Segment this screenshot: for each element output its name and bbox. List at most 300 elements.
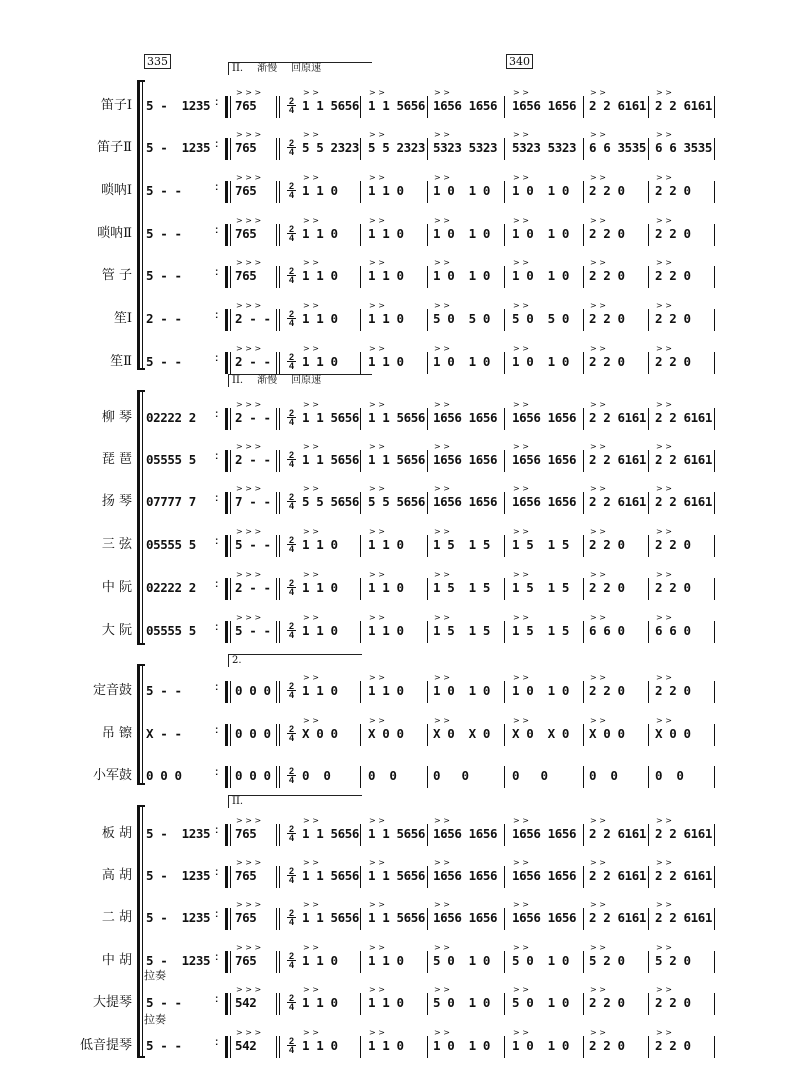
time-signature (287, 825, 296, 842)
time-signature (287, 409, 296, 426)
accent-mark: > > (590, 88, 606, 97)
accent-mark: > > (303, 900, 319, 909)
bracket-hook (137, 390, 145, 392)
repeat-barline (225, 181, 228, 203)
time-signature-denominator: 4 (288, 459, 294, 469)
notation-cell: 1 1 0 (302, 953, 338, 968)
barline (648, 352, 649, 374)
barline (427, 724, 428, 746)
instrument-name: 定音鼓 (92, 683, 132, 698)
accent-mark: > > (590, 570, 606, 579)
notation-cell: 1656 1656 (433, 910, 498, 925)
barline (648, 266, 649, 288)
barline (504, 993, 505, 1015)
notation-cell: 6 6 0 (655, 623, 691, 638)
double-barline (279, 535, 280, 557)
barline (360, 492, 361, 514)
double-barline (279, 408, 280, 430)
repeat-barline (225, 224, 228, 246)
notation-cell: 2 2 0 (655, 226, 691, 241)
notation-cell: 1 0 1 0 (512, 226, 570, 241)
repeat-barline (225, 492, 228, 514)
notation-cell: 2 2 0 (655, 995, 691, 1010)
notation-cell: 0 0 (655, 768, 684, 783)
barline (427, 96, 428, 118)
accent-mark: > > (303, 858, 319, 867)
volta-percussion (228, 654, 362, 667)
accent-mark: > > (369, 301, 385, 310)
repeat-sign: : (215, 952, 219, 963)
barline (648, 951, 649, 973)
accent-mark: > > (590, 344, 606, 353)
notation-cell: 5 - - (235, 537, 271, 552)
repeat-barline (225, 535, 228, 557)
accent-mark: > > (590, 258, 606, 267)
notation-cell: 5323 5323 (512, 140, 577, 155)
notation-cell: 1 0 1 0 (433, 1038, 491, 1053)
notation-cell: 1 0 1 0 (433, 683, 491, 698)
notation-cell: 2 2 6161 (655, 494, 713, 509)
accent-mark: > > > (236, 88, 262, 97)
barline (504, 578, 505, 600)
instrument-name: 高 胡 (101, 868, 132, 883)
accent-mark: > > (434, 716, 450, 725)
barline (648, 309, 649, 331)
accent-mark: > > (656, 216, 672, 225)
accent-mark: > > (590, 1028, 606, 1037)
barline (714, 309, 715, 331)
accent-mark: > > (303, 1028, 319, 1037)
notation-cell: 1 1 5656 (302, 910, 360, 925)
barline (276, 309, 277, 331)
accent-mark: > > (513, 570, 529, 579)
barline (714, 993, 715, 1015)
barline (276, 96, 277, 118)
accent-mark: > > (590, 985, 606, 994)
time-signature-numerator: 2 (288, 96, 294, 106)
barline (427, 224, 428, 246)
notation-cell: 1 0 1 0 (512, 183, 570, 198)
notation-cell: 6 6 3535 (655, 140, 713, 155)
accent-mark: > > (369, 613, 385, 622)
accent-mark: > > (303, 442, 319, 451)
system-bracket (137, 807, 140, 1056)
accent-mark: > > (656, 130, 672, 139)
barline (714, 181, 715, 203)
accent-mark: > > > (236, 442, 262, 451)
repeat-barline (225, 266, 228, 288)
time-signature-numerator: 2 (288, 951, 294, 961)
accent-mark: > > > (236, 613, 262, 622)
accent-mark: > > (656, 484, 672, 493)
double-barline (279, 138, 280, 160)
accent-mark: > > (656, 673, 672, 682)
accent-mark: > > (369, 216, 385, 225)
notation-cell: 765 (235, 98, 257, 113)
time-signature (287, 682, 296, 699)
time-signature-numerator: 2 (288, 993, 294, 1003)
barline (714, 951, 715, 973)
notation-cell: X 0 0 (302, 726, 338, 741)
barline (583, 824, 584, 846)
accent-mark: > > > (236, 130, 262, 139)
notation-cell: 05555 5 (146, 623, 196, 638)
barline (276, 450, 277, 472)
barline (230, 352, 231, 374)
time-signature-numerator: 2 (288, 266, 294, 276)
barline (230, 1036, 231, 1058)
notation-cell: 1656 1656 (512, 868, 577, 883)
accent-mark: > > (434, 344, 450, 353)
accent-mark: > > (303, 985, 319, 994)
barline (504, 309, 505, 331)
accent-mark: > > (513, 716, 529, 725)
notation-cell: 1656 1656 (512, 826, 577, 841)
barline (504, 766, 505, 788)
barline (360, 993, 361, 1015)
time-signature-denominator: 4 (288, 875, 294, 885)
notation-cell: 1 1 0 (302, 995, 338, 1010)
accent-mark: > > (303, 301, 319, 310)
accent-mark: > > (513, 527, 529, 536)
notation-cell: 5 0 5 0 (512, 311, 570, 326)
barline (360, 535, 361, 557)
time-signature (287, 267, 296, 284)
double-barline (279, 352, 280, 374)
notation-cell: 5 - - (146, 268, 182, 283)
accent-mark: > > (434, 985, 450, 994)
notation-cell: 765 (235, 140, 257, 155)
notation-cell: 02222 2 (146, 410, 196, 425)
system-line (142, 392, 143, 643)
time-signature-numerator: 2 (288, 866, 294, 876)
accent-mark: > > (369, 985, 385, 994)
repeat-sign: : (215, 409, 219, 420)
accent-mark: > > > (236, 484, 262, 493)
accent-mark: > > (656, 258, 672, 267)
barline (583, 138, 584, 160)
accent-mark: > > (434, 442, 450, 451)
time-signature-numerator: 2 (288, 766, 294, 776)
barline (427, 492, 428, 514)
accent-mark: > > (434, 173, 450, 182)
notation-cell: 07777 7 (146, 494, 196, 509)
barline (583, 866, 584, 888)
time-signature-numerator: 2 (288, 224, 294, 234)
accent-mark: > > (513, 400, 529, 409)
barline (504, 408, 505, 430)
accent-mark: > > (656, 613, 672, 622)
notation-cell: 1656 1656 (433, 868, 498, 883)
accent-mark: > > > (236, 258, 262, 267)
notation-cell: 5 5 5656 (302, 494, 360, 509)
notation-cell: 2 2 0 (655, 580, 691, 595)
time-signature (287, 225, 296, 242)
notation-cell: 1656 1656 (433, 494, 498, 509)
notation-cell: 1 5 1 5 (512, 537, 570, 552)
notation-cell: 0 0 (433, 768, 469, 783)
accent-mark: > > (590, 613, 606, 622)
notation-cell: 5 - 1235 (146, 826, 211, 841)
notation-cell: 2 2 0 (589, 268, 625, 283)
repeat-barline (225, 1036, 228, 1058)
notation-cell: 6 6 0 (589, 623, 625, 638)
notation-cell: X 0 X 0 (433, 726, 491, 741)
system-bracket (137, 392, 140, 643)
double-barline (279, 866, 280, 888)
measure-number: 340 (506, 54, 533, 69)
volta-text: 回原速 (291, 63, 322, 74)
barline (230, 450, 231, 472)
notation-cell: 1 1 0 (368, 183, 404, 198)
accent-mark: > > (590, 216, 606, 225)
accent-mark: > > (590, 130, 606, 139)
playing-technique: 拉奏 (144, 1013, 166, 1026)
time-signature (287, 310, 296, 327)
notation-cell: 542 (235, 995, 257, 1010)
double-barline (279, 908, 280, 930)
notation-cell: 765 (235, 826, 257, 841)
accent-mark: > > (434, 88, 450, 97)
barline (360, 266, 361, 288)
barline (360, 224, 361, 246)
notation-cell: 2 2 0 (589, 995, 625, 1010)
notation-cell: 5 - - (146, 995, 182, 1010)
notation-cell: 1 0 1 0 (512, 683, 570, 698)
barline (360, 908, 361, 930)
barline (504, 181, 505, 203)
time-signature-denominator: 4 (288, 190, 294, 200)
repeat-barline (225, 621, 228, 643)
notation-cell: 2 - - (235, 580, 271, 595)
time-signature-numerator: 2 (288, 724, 294, 734)
notation-cell: 5 - 1235 (146, 868, 211, 883)
notation-cell: 765 (235, 226, 257, 241)
barline (276, 224, 277, 246)
accent-mark: > > (434, 216, 450, 225)
barline (583, 681, 584, 703)
repeat-sign: : (215, 682, 219, 693)
accent-mark: > > (369, 130, 385, 139)
time-signature-numerator: 2 (288, 908, 294, 918)
time-signature-numerator: 2 (288, 492, 294, 502)
notation-cell: 1656 1656 (512, 910, 577, 925)
repeat-sign: : (215, 867, 219, 878)
instrument-name: 中 胡 (101, 953, 132, 968)
notation-cell: 2 2 0 (589, 1038, 625, 1053)
instrument-name: 管 子 (101, 268, 132, 283)
repeat-sign: : (215, 1037, 219, 1048)
accent-mark: > > (513, 985, 529, 994)
notation-cell: 1 1 0 (368, 354, 404, 369)
barline (583, 450, 584, 472)
barline (583, 724, 584, 746)
accent-mark: > > (656, 173, 672, 182)
barline (714, 138, 715, 160)
barline (583, 1036, 584, 1058)
barline (714, 492, 715, 514)
repeat-barline (225, 309, 228, 331)
repeat-barline (225, 408, 228, 430)
accent-mark: > > (434, 943, 450, 952)
barline (427, 450, 428, 472)
notation-cell: 1656 1656 (512, 494, 577, 509)
notation-cell: 1 5 1 5 (433, 580, 491, 595)
time-signature-denominator: 4 (288, 587, 294, 597)
barline (276, 492, 277, 514)
barline (360, 138, 361, 160)
notation-cell: 2 - - (235, 354, 271, 369)
repeat-barline (225, 993, 228, 1015)
notation-cell: 2 2 6161 (589, 910, 647, 925)
volta-text: 回原速 (291, 375, 322, 386)
time-signature-denominator: 4 (288, 833, 294, 843)
time-signature-denominator: 4 (288, 960, 294, 970)
notation-cell: 1656 1656 (512, 98, 577, 113)
accent-mark: > > (369, 1028, 385, 1037)
accent-mark: > > (656, 301, 672, 310)
barline (427, 408, 428, 430)
barline (360, 181, 361, 203)
notation-cell: 1 5 1 5 (512, 623, 570, 638)
barline (230, 181, 231, 203)
barline (504, 1036, 505, 1058)
barline (714, 408, 715, 430)
accent-mark: > > (656, 527, 672, 536)
barline (714, 352, 715, 374)
barline (427, 535, 428, 557)
accent-mark: > > (656, 1028, 672, 1037)
accent-mark: > > (434, 258, 450, 267)
barline (648, 824, 649, 846)
accent-mark: > > (303, 400, 319, 409)
time-signature (287, 493, 296, 510)
barline (276, 1036, 277, 1058)
barline (276, 681, 277, 703)
notation-cell: 2 2 0 (589, 183, 625, 198)
accent-mark: > > (434, 673, 450, 682)
notation-cell: 1 1 5656 (368, 410, 426, 425)
barline (360, 408, 361, 430)
barline (276, 724, 277, 746)
barline (427, 352, 428, 374)
repeat-barline (225, 450, 228, 472)
accent-mark: > > > (236, 400, 262, 409)
time-signature-numerator: 2 (288, 309, 294, 319)
time-signature (287, 725, 296, 742)
barline (714, 96, 715, 118)
notation-cell: 2 2 6161 (655, 410, 713, 425)
barline (648, 181, 649, 203)
barline (583, 266, 584, 288)
time-signature (287, 767, 296, 784)
accent-mark: > > (369, 570, 385, 579)
instrument-name: 吊 镲 (101, 726, 132, 741)
barline (360, 621, 361, 643)
notation-cell: X 0 X 0 (512, 726, 570, 741)
accent-mark: > > > (236, 943, 262, 952)
accent-mark: > > > (236, 216, 262, 225)
volta-plucked (228, 374, 372, 387)
time-signature-numerator: 2 (288, 824, 294, 834)
system-line (142, 807, 143, 1056)
barline (360, 824, 361, 846)
barline (276, 138, 277, 160)
notation-cell: 1656 1656 (433, 410, 498, 425)
barline (714, 266, 715, 288)
double-barline (279, 766, 280, 788)
barline (504, 724, 505, 746)
accent-mark: > > (513, 673, 529, 682)
notation-cell: 765 (235, 268, 257, 283)
notation-cell: 1 1 5656 (302, 826, 360, 841)
time-signature-denominator: 4 (288, 147, 294, 157)
notation-cell: X - - (146, 726, 182, 741)
accent-mark: > > (369, 527, 385, 536)
notation-cell: 0 0 0 (235, 726, 271, 741)
playing-technique: 拉奏 (144, 969, 166, 982)
accent-mark: > > (369, 173, 385, 182)
instrument-name: 唢呐Ⅱ (97, 226, 132, 241)
barline (360, 352, 361, 374)
notation-cell: 05555 5 (146, 537, 196, 552)
double-barline (279, 681, 280, 703)
accent-mark: > > (369, 484, 385, 493)
notation-cell: 2 2 0 (589, 311, 625, 326)
notation-cell: 1 1 0 (302, 623, 338, 638)
accent-mark: > > (590, 484, 606, 493)
accent-mark: > > (369, 943, 385, 952)
repeat-sign: : (215, 536, 219, 547)
barline (427, 681, 428, 703)
instrument-name: 三 弦 (101, 537, 132, 552)
notation-cell: 0 0 0 (235, 768, 271, 783)
accent-mark: > > (513, 858, 529, 867)
time-signature-numerator: 2 (288, 408, 294, 418)
barline (230, 681, 231, 703)
accent-mark: > > (656, 716, 672, 725)
accent-mark: > > (369, 258, 385, 267)
double-barline (279, 492, 280, 514)
barline (360, 681, 361, 703)
accent-mark: > > (656, 858, 672, 867)
notation-cell: 2 2 0 (655, 1038, 691, 1053)
volta-text: II. (232, 796, 244, 807)
double-barline (279, 1036, 280, 1058)
accent-mark: > > (303, 673, 319, 682)
notation-cell: 1 1 0 (302, 537, 338, 552)
accent-mark: > > (513, 900, 529, 909)
double-barline (279, 824, 280, 846)
time-signature-numerator: 2 (288, 681, 294, 691)
notation-cell: 765 (235, 953, 257, 968)
repeat-sign: : (215, 267, 219, 278)
time-signature (287, 867, 296, 884)
notation-cell: 2 2 0 (589, 537, 625, 552)
bracket-hook (137, 368, 145, 370)
barline (714, 908, 715, 930)
barline (714, 681, 715, 703)
double-barline (279, 266, 280, 288)
volta-text: II. (232, 375, 244, 386)
barline (714, 866, 715, 888)
repeat-sign: : (215, 725, 219, 736)
barline (360, 951, 361, 973)
notation-cell: 5 - - (146, 683, 182, 698)
accent-mark: > > (590, 301, 606, 310)
notation-cell: 2 2 6161 (589, 410, 647, 425)
repeat-sign: : (215, 353, 219, 364)
